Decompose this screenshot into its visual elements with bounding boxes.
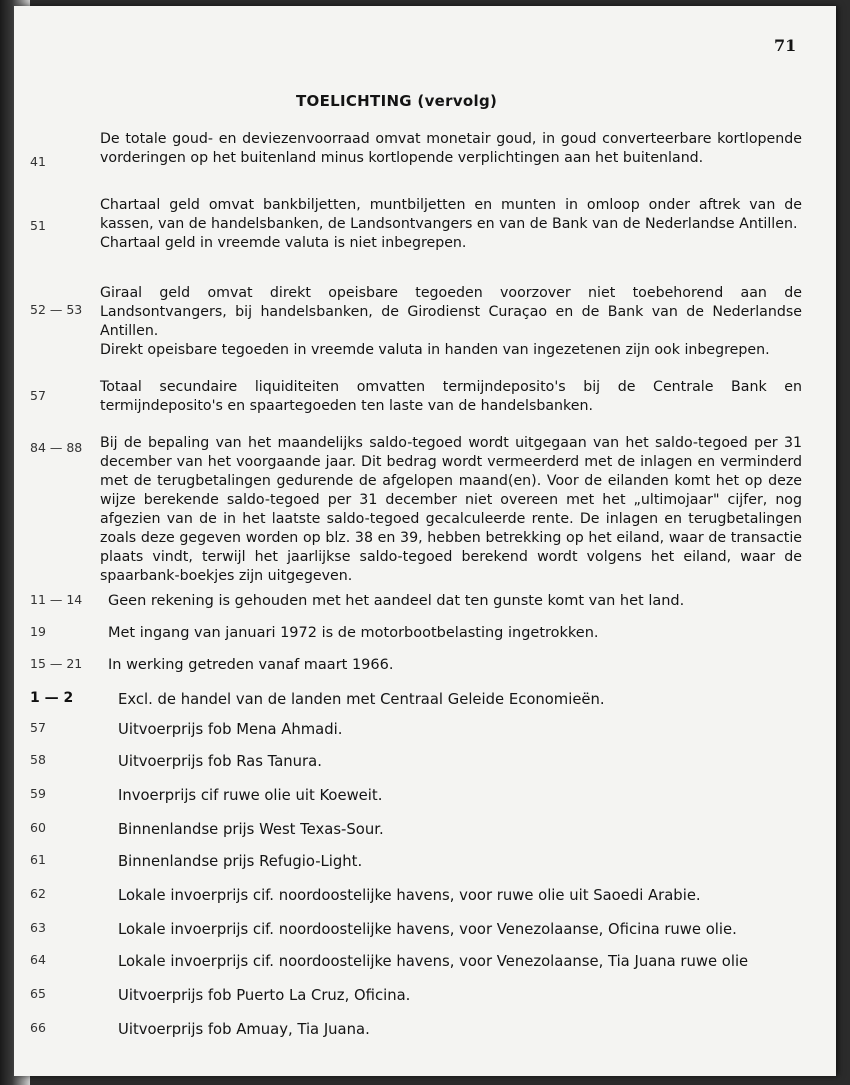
note-paragraph: De totale goud- en deviezenvoorraad omvat monetair goud, in goud converteerbare kortlopende vorderingen op het buitenland minus kortlopende verplichtingen aan het buitenland. [100,131,802,166]
note-text [118,820,820,839]
note-paragraph: Chartaal geld in vreemde valuta is niet inbegrepen. [100,235,467,251]
note-text [118,952,820,971]
note-ref: 63 [30,920,46,935]
note-ref: 41 [30,154,46,169]
note-paragraph: Invoerprijs cif ruwe olie uit Koeweit. [118,787,383,804]
note-ref: 57 [30,388,46,403]
note-paragraph: Met ingang van januari 1972 is de motorbootbelasting ingetrokken. [108,625,599,641]
note-paragraph: In werking getreden vanaf maart 1966. [108,657,394,673]
note-text [118,690,820,709]
note-ref: 57 [30,720,46,735]
note-text [118,920,820,939]
page-number: 71 [774,36,797,55]
note-paragraph: Chartaal geld omvat bankbiljetten, muntbiljetten en munten in omloop onder aftrek van de kassen, van de handelsbanken, de Landsontvangers en van de Bank van de Nederlandse Antillen. [100,197,802,232]
note-ref: 58 [30,752,46,767]
note-ref: 51 [30,218,46,233]
note-paragraph: Lokale invoerprijs cif. noordoostelijke havens, voor Venezolaanse, Tia Juana ruwe olie [118,953,749,970]
note-paragraph: Binnenlandse prijs West Texas-Sour. [118,821,384,838]
note-ref: 1 — 2 [30,690,74,706]
note-ref: 62 [30,886,46,901]
note-paragraph: Totaal secundaire liquiditeiten omvatten termijndeposito's bij de Centrale Bank en termijndeposito's en spaartegoeden ten laste van de handelsbanken. [100,379,802,414]
note-ref: 15 — 21 [30,656,83,671]
note-paragraph: Lokale invoerprijs cif. noordoostelijke havens, voor ruwe olie uit Saoedi Arabie. [118,887,701,904]
note-paragraph: Uitvoerprijs fob Mena Ahmadi. [118,721,343,738]
note-text [100,284,802,360]
note-ref: 84 — 88 [30,440,83,455]
note-text [118,752,820,771]
note-text [100,434,802,586]
note-text [118,986,820,1005]
note-text [118,852,820,871]
note-ref: 11 — 14 [30,592,83,607]
note-paragraph: Uitvoerprijs fob Puerto La Cruz, Oficina. [118,987,411,1004]
note-paragraph: Excl. de handel van de landen met Centraal Geleide Economieën. [118,691,605,708]
note-text [108,592,810,611]
note-ref: 61 [30,852,46,867]
note-paragraph: Uitvoerprijs fob Amuay, Tia Juana. [118,1021,370,1038]
note-text [108,656,810,675]
note-ref: 65 [30,986,46,1001]
note-text [100,196,802,253]
note-ref: 59 [30,786,46,801]
note-text [118,886,820,905]
note-ref: 64 [30,952,46,967]
note-text [108,624,810,643]
note-paragraph: Uitvoerprijs fob Ras Tanura. [118,753,322,770]
note-text [118,1020,820,1039]
note-text [118,720,820,739]
note-paragraph: Binnenlandse prijs Refugio-Light. [118,853,363,870]
document-page [14,6,836,1076]
note-paragraph: Giraal geld omvat direkt opeisbare tegoeden voorzover niet toebehorend aan de Landsontvangers, bij handelsbanken, de Girodienst Curaçao en de Bank van de Nederlandse Antillen. [100,285,802,339]
note-ref: 66 [30,1020,46,1035]
note-ref: 19 [30,624,46,639]
note-text [118,786,820,805]
note-ref: 60 [30,820,46,835]
note-paragraph: Lokale invoerprijs cif. noordoostelijke havens, voor Venezolaanse, Oficina ruwe olie. [118,921,737,938]
note-text [100,378,802,416]
note-text [100,130,802,168]
note-ref: 52 — 53 [30,302,83,317]
page-title: TOELICHTING (vervolg) [296,92,498,110]
note-paragraph: Bij de bepaling van het maandelijks saldo-tegoed wordt uitgegaan van het saldo-tegoed per 31 december van het voorgaande jaar. Dit bedrag wordt vermeerderd met de inlagen en verminderd met de terugbetalingen gedurende de afgelopen maand(en). Voor de eilanden komt het op deze wijze berekende saldo-tegoed per 31 december niet overeen met het „ultimojaar" cijfer, nog afgezien van de in het laatste saldo-tegoed gecalculeerde rente. De inlagen en terugbetalingen zoals deze gegeven worden op blz. 38 en 39, hebben betrekking op het eiland, waar de transactie plaats vindt, terwijl het jaarlijkse saldo-tegoed berekend wordt volgens het eiland, waar de spaarbank-boekjes zijn uitgegeven. [100,435,802,584]
note-paragraph: Geen rekening is gehouden met het aandeel dat ten gunste komt van het land. [108,593,685,609]
note-paragraph: Direkt opeisbare tegoeden in vreemde valuta in handen van ingezetenen zijn ook inbegrepen. [100,342,770,358]
